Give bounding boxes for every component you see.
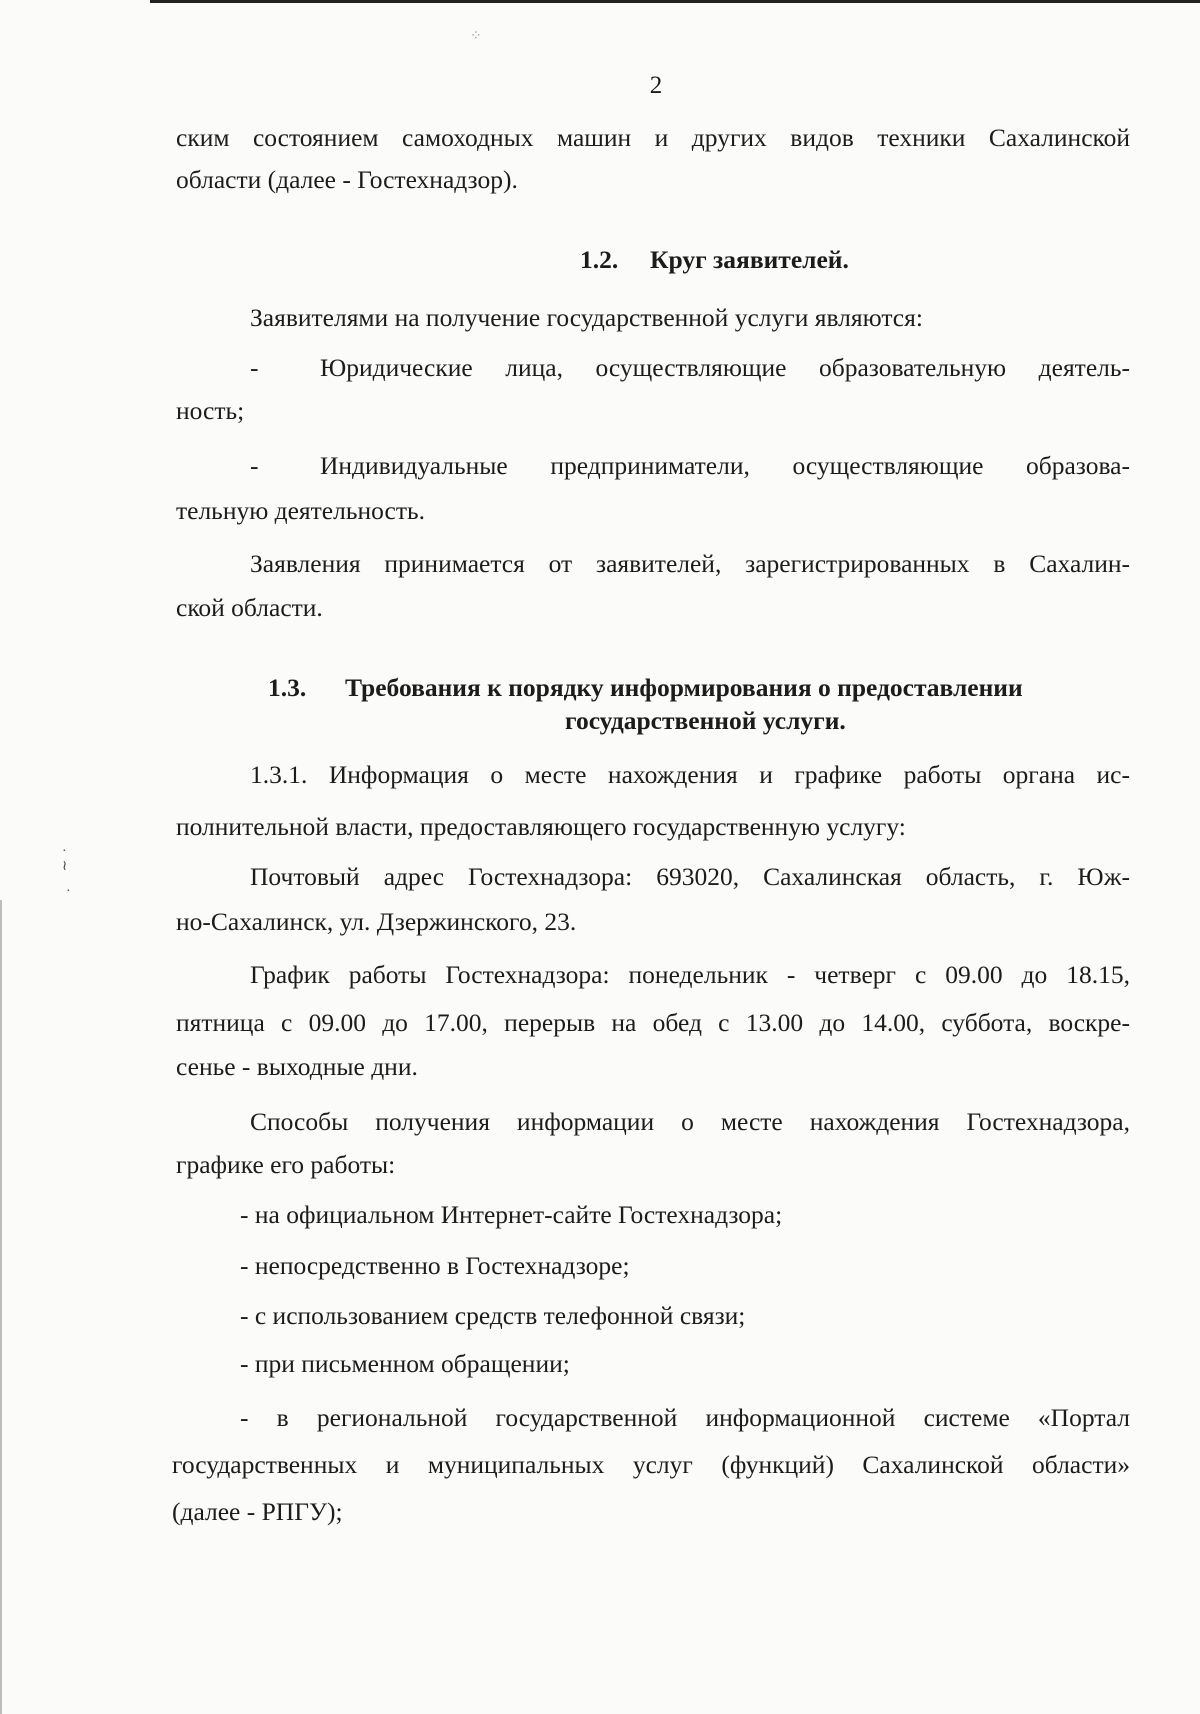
list-item-line: ность; <box>176 396 245 425</box>
paragraph-line: Способы получения информации о месте нахождения Гостехнадзора, <box>250 1107 1130 1136</box>
paragraph-line: Почтовый адрес Гостехнадзора: 693020, Сахалинская область, г. Юж- <box>250 862 1130 891</box>
list-item: - при письменном обращении; <box>240 1349 570 1378</box>
paragraph-line: области (далее - Гостехнадзор). <box>176 165 518 194</box>
section-title-line: государственной услуги. <box>565 706 846 735</box>
paragraph-line: пятница с 09.00 до 17.00, перерыв на обед с 13.00 до 14.00, суббота, воскре- <box>176 1008 1130 1037</box>
scan-speck-icon: ⁘ <box>470 29 482 44</box>
paragraph-line: График работы Гостехнадзора: понедельник - четверг с 09.00 до 18.15, <box>250 960 1130 989</box>
list-item-line: тельную деятельность. <box>176 496 425 525</box>
section-number: 1.2. <box>580 245 619 274</box>
section-number: 1.3. <box>268 673 307 702</box>
paragraph-line: но-Сахалинск, ул. Дзержинского, 23. <box>176 907 577 936</box>
paragraph-line: ским состоянием самоходных машин и других видов техники Сахалинской <box>176 123 1130 152</box>
paragraph-line: ской области. <box>176 593 323 622</box>
paragraph-line: полнительной власти, предоставляющего государственную услугу: <box>176 812 906 841</box>
scan-speck-icon: · <box>62 844 67 859</box>
paragraph-line: Заявления принимается от заявителей, зарегистрированных в Сахалин- <box>250 549 1130 578</box>
list-item: - непосредственно в Гостехнадзоре; <box>240 1251 630 1280</box>
page-number: 2 <box>649 72 663 99</box>
section-title: Круг заявителей. <box>650 245 849 274</box>
list-item-line: Юридические лица, осуществляющие образовательную деятель- <box>320 353 1130 382</box>
list-item-line: - в региональной государственной информационной системе «Портал <box>240 1403 1130 1432</box>
section-title-line: Требования к порядку информирования о предоставлении <box>345 673 1023 702</box>
paragraph-line: 1.3.1. Информация о месте нахождения и графике работы органа ис- <box>250 760 1130 789</box>
list-item: - с использованием средств телефонной связи; <box>240 1301 746 1330</box>
list-item-line: Индивидуальные предприниматели, осуществляющие образова- <box>320 451 1130 480</box>
scan-speck-icon: ≀ <box>62 859 68 874</box>
list-dash: - <box>250 451 259 480</box>
list-item-line: государственных и муниципальных услуг (функций) Сахалинской области» <box>172 1450 1130 1479</box>
paragraph-line: графике его работы: <box>176 1150 396 1179</box>
list-dash: - <box>250 353 259 382</box>
left-edge-rule <box>0 900 2 1714</box>
list-item: - на официальном Интернет-сайте Гостехнадзора; <box>240 1200 783 1229</box>
top-edge-rule <box>150 0 1200 3</box>
paragraph-line: Заявителями на получение государственной услуги являются: <box>250 303 923 332</box>
paragraph-line: сенье - выходные дни. <box>176 1052 418 1081</box>
list-item-line: (далее - РПГУ); <box>172 1497 343 1526</box>
scan-speck-icon: · <box>66 884 71 899</box>
